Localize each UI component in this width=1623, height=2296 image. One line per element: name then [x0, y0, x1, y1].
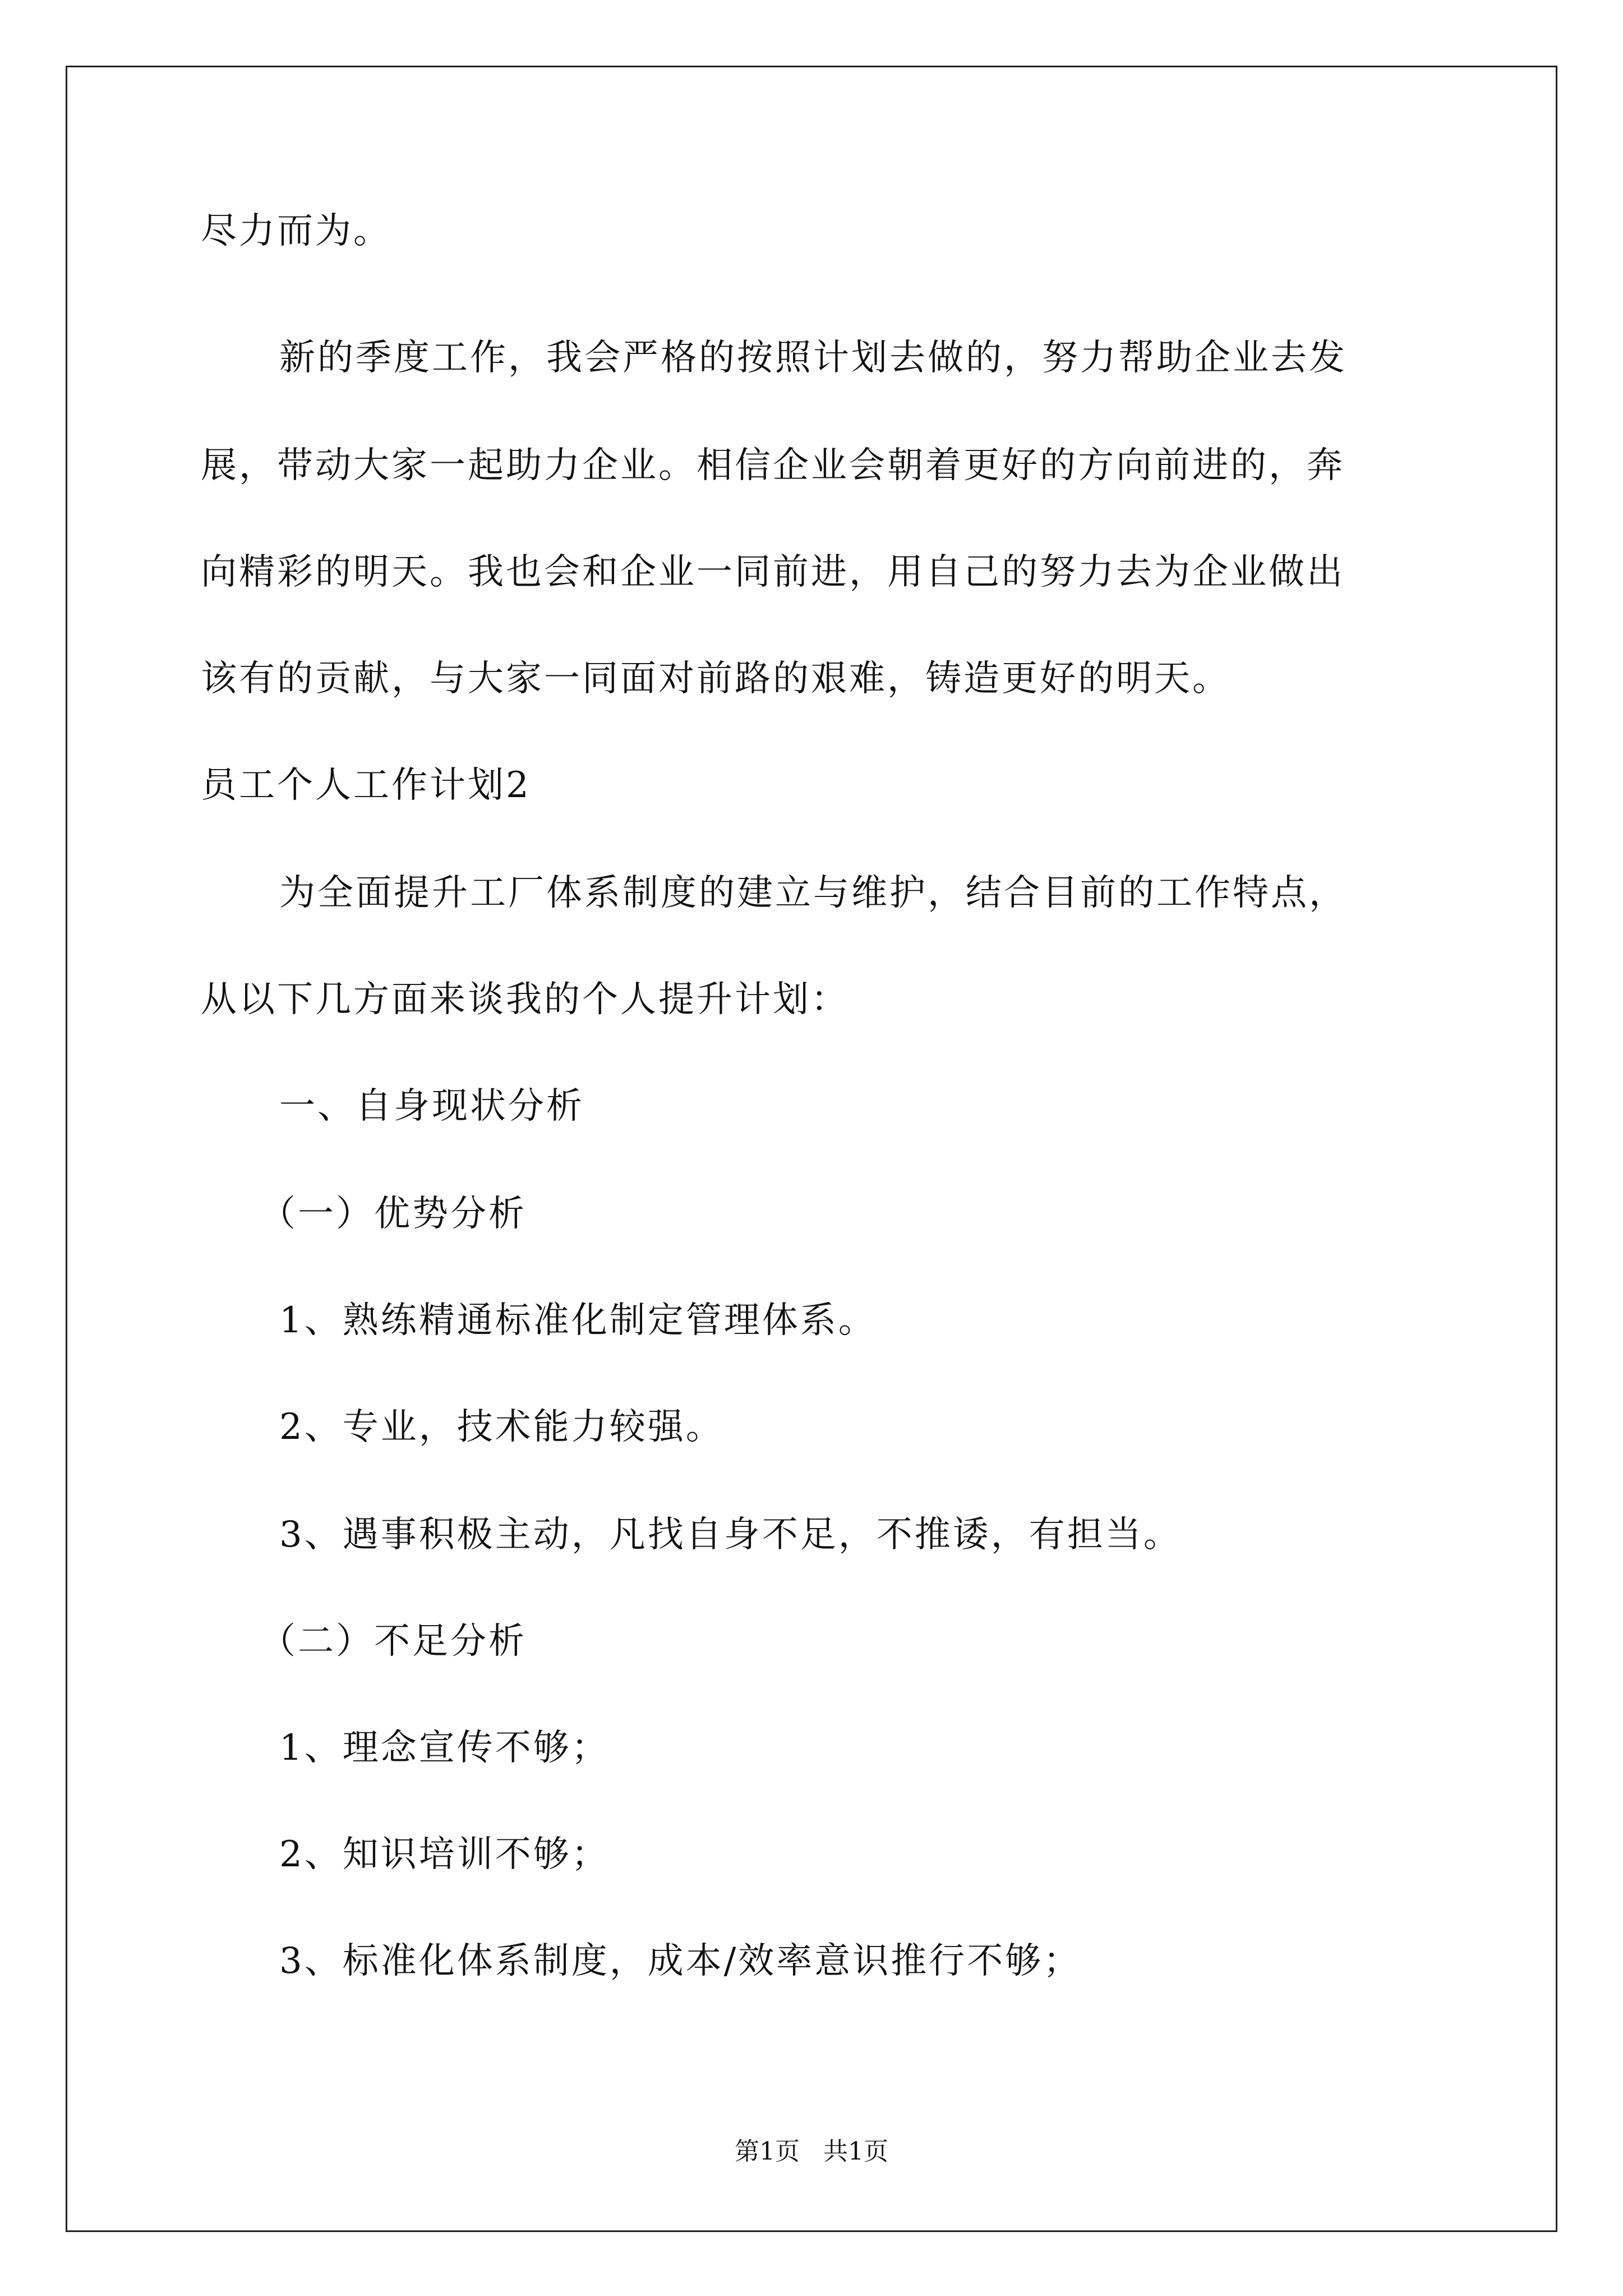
list-item: 2、知识培训不够； — [279, 1834, 610, 1875]
section-heading: 员工个人工作计划2 — [201, 765, 531, 806]
paragraph-line: 尽力而为。 — [201, 210, 391, 252]
page-border — [66, 66, 1557, 2232]
list-item: 3、标准化体系制度，成本/效率意识推行不够； — [279, 1940, 1082, 1982]
paragraph-line: 新的季度工作，我会严格的按照计划去做的，努力帮助企业去发 — [279, 337, 1347, 379]
subheading: （二）不足分析 — [260, 1621, 527, 1662]
paragraph-line: 展，带动大家一起助力企业。相信企业会朝着更好的方向前进的，奔 — [201, 445, 1345, 486]
list-item: 1、理念宣传不够； — [279, 1727, 610, 1769]
paragraph-line: 该有的贡献，与大家一同面对前路的艰难，铸造更好的明天。 — [201, 658, 1230, 700]
paragraph-line: 向精彩的明天。我也会和企业一同前进，用自己的努力去为企业做出 — [201, 551, 1345, 593]
page-footer: 第1页 共1页 — [735, 2137, 888, 2166]
paragraph-line: 为全面提升工厂体系制度的建立与维护，结合目前的工作特点， — [279, 872, 1347, 914]
subheading: （一）优势分析 — [260, 1193, 527, 1235]
paragraph-line: 从以下几方面来谈我的个人提升计划： — [201, 979, 849, 1020]
list-item: 1、熟练精通标准化制定管理体系。 — [279, 1300, 877, 1341]
list-item: 3、遇事积极主动，凡找自身不足，不推诿，有担当。 — [279, 1514, 1182, 1556]
subheading: 一、自身现状分析 — [279, 1085, 584, 1127]
list-item: 2、专业，技术能力较强。 — [279, 1406, 724, 1448]
